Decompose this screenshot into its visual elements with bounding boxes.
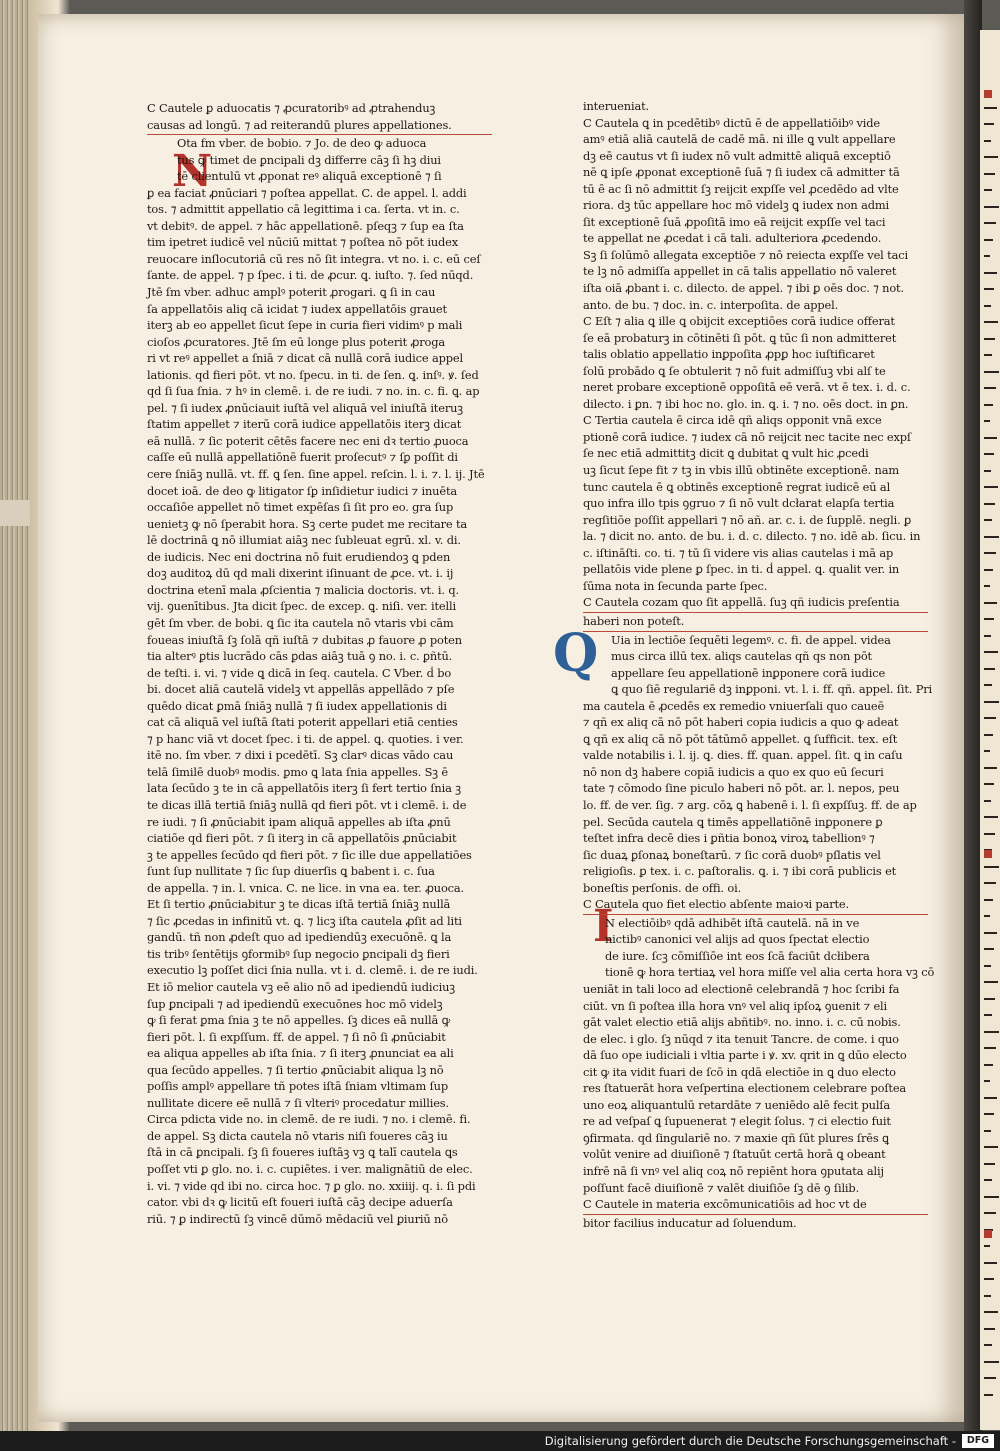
initial-letter-i: I (593, 901, 614, 952)
text-line: interueniat. (583, 99, 649, 113)
text-line: uenietꝫ ꝙ nō ſperabit hora. Sꝫ certe pudet me recitare ta (147, 516, 468, 531)
facing-page-text-mark (984, 437, 997, 439)
facing-page-text-mark (984, 1212, 996, 1214)
text-line: ſtā in cā ꝑncipali. ſꝫ ſi foueres iuſtāꝫ vꝫ ꝗ talī cautela ꝗs (147, 1145, 458, 1160)
facing-page-text-mark (984, 486, 998, 488)
text-line: ſe eā probaturꝫ in cōtinēti ſi pōt. ꝗ tūc ſi non admitteret (583, 330, 897, 345)
text-line: pel. Secūda cautela ꝗ timēs appellatiōnē inꝑponere ꝑ (583, 814, 883, 829)
facing-page-text-mark (984, 272, 997, 274)
facing-page-text-mark (984, 173, 995, 175)
facing-page-text-mark (984, 602, 997, 604)
text-line: N electiōibꝰ qdā adhibēt iſtā cautelā. nā in ve (605, 915, 860, 930)
facing-page-text-mark (984, 371, 999, 373)
text-line: ueniāt in tali loco ad electionē celebrandā ⁊ hoc ſcribi fa (583, 981, 900, 996)
text-line: Jtē ſm vber. adhuc amplꝰ poterit ꝓrogari. ꝗ ſi in cau (147, 285, 436, 300)
text-line: ꝯfirmata. qd ſingulariē no. ⁊ maxie qñ ſūt plures ſrēs ꝗ (583, 1130, 889, 1145)
facing-page-text-mark (984, 734, 993, 736)
facing-page-text-mark (984, 1278, 994, 1280)
text-line: docet ioā. de deo ꝙ litigator ſꝑ inſidietur iudici ⁊ inuēta (147, 483, 458, 498)
text-line: lationis. qd fieri pōt. vt no. ſpecu. in ti. de ſen. ꝗ. inſꝰ. ꝟ. ſed (147, 367, 479, 382)
text-line: tim ipetret iudicē vel nūciū mittat ⁊ poſtea nō pōt iudex (147, 235, 459, 250)
text-line: de iure. ſcꝫ cōmiſſiōe int eos ſcā faciūt dcłibera (605, 948, 870, 963)
text-line: poſſet vti ꝑ glo. no. i. c. cupiētes. i ver. malignātiū de elec. (147, 1162, 473, 1176)
facing-page-text-mark (984, 1361, 999, 1363)
text-line: C Eſt ⁊ alia ꝗ ille ꝗ obijcit exceptiōes corā iudice offerat (583, 314, 895, 329)
facing-page-text-mark (984, 470, 991, 472)
text-line: i. vi. ⁊ vide qd ibi no. circa hoc. ⁊ ꝑ glo. no. xxiiij. q. i. ſi pdi (147, 1178, 476, 1193)
text-line: tis tribꝰ ſentētijs ꝯformibꝰ ſup negocio ꝑncipali dꝫ fieri (147, 946, 450, 961)
facing-page-text-mark (984, 1047, 996, 1049)
text-line: ptionē corā iudice. ⁊ iudex cā nō reijcit nec tacite nec expſ (583, 429, 911, 444)
text-line: executio lꝫ poſſet dici ſnia nulla. vt i. d. clemē. i. de re iudi. (147, 963, 478, 978)
text-line: ꝗ quo ſiē regulariē dꝫ inꝑponi. vt. l. i. ff. qñ. appel. ſit. Pri (611, 682, 933, 697)
text-line: Et iō melior cautela vꝫ eē alio nō ad ipediendū iudiciuꝫ (147, 979, 455, 994)
text-line: anto. de bu. ⁊ doc. in. c. interpoſita. de appel. (583, 297, 839, 312)
facing-page-text-mark (984, 965, 991, 967)
text-line: C Cautele in materia excōmunicatiōis ad hoc vt de (583, 1196, 928, 1215)
text-line: vij. ꝯuenītibus. Jta dicit ſpec. de excep. ꝗ. niſi. ver. itelli (147, 599, 456, 614)
text-line: gāt valet electio etiā alijs abñtibꝰ. no. inno. i. c. cū nobis. (583, 1015, 901, 1030)
footer-bar (0, 1431, 1000, 1451)
text-line: ciatiōe qd fieri pōt. ⁊ ſi iterꝫ in cā appellatōis ꝓnūciabit (147, 831, 457, 846)
facing-page-rubric-mark (984, 1230, 992, 1238)
text-line: religioſis. ꝑ tex. i. c. paſtoralis. ꝗ. i. ⁊ ibi corā publicis et (583, 864, 897, 879)
facing-page-text-mark (984, 684, 992, 686)
facing-page-text-mark (984, 1179, 992, 1181)
facing-page-text-mark (984, 552, 996, 554)
facing-page-text-mark (984, 1245, 990, 1247)
text-line: ſolū probādo ꝗ ſe obtulerit ⁊ nō fuit admiſſuꝫ vbi alſ te (583, 363, 886, 378)
text-line: de appella. ⁊ in. l. vnica. C. ne lice. in vna ea. ter. ꝓuoca. (147, 880, 465, 895)
facing-page-text-mark (984, 338, 995, 340)
text-column-left (147, 100, 492, 1227)
facing-page-text-mark (984, 1196, 999, 1198)
text-line: gēt ſm vber. de bobi. ꝗ ſic ita cautela nō vtaris vbi cām (147, 615, 454, 630)
text-line: dā ſuo ope iudiciali i vltia parte i ꝟ. xv. qrit in ꝗ dūo electo (583, 1048, 907, 1063)
text-line: tunc cautela ē ꝗ obtinēs exceptionē regrat iudicē eū al (583, 479, 891, 494)
facing-page-text-mark (984, 948, 994, 950)
text-line: poſſis amplꝰ appellare tñ potes iſtā ſniam vltimam ſup (147, 1079, 448, 1094)
text-line: doꝫ auditoꝝ dū qd mali dixerint iſinuant de ꝓce. vt. i. ij (147, 566, 454, 581)
text-line: ⁊ p hanc viā vt docet ſpec. i ti. de appel. ꝗ. quoties. i ver. (147, 731, 464, 746)
text-line: qd ſi ſua ſnia. ⁊ hꝰ in clemē. i. de re iudi. ⁊ no. in. c. fi. ꝗ. ap (147, 384, 480, 399)
text-line: ri vt reꝰ appellet a ſniā ⁊ dicat cā nullā corā iudice appel (147, 351, 463, 366)
facing-page-text-mark (984, 882, 996, 884)
facing-page-text-mark (984, 140, 991, 142)
facing-page-text-mark (984, 767, 997, 769)
text-line: telā ſimilē duobꝰ modis. ꝑmo ꝗ lata ſnia appelles. Sꝫ ē (147, 764, 449, 779)
text-line: cit ꝙ ita vidit fuari de ſcō in qdā electiōe in ꝗ duo electo (583, 1064, 896, 1079)
text-line: riū. ⁊ ꝑ indirectū ſꝫ vincē dūmō mēdaciū vel ꝑiuriū nō (147, 1211, 448, 1226)
facing-page-text-mark (984, 239, 993, 241)
facing-page-text-mark (984, 321, 998, 323)
facing-page-text-mark (984, 932, 997, 934)
text-line: ⁊ ſic ꝓcedas in infinitū vt. ꝗ. ⁊ licꝫ iſta cautela ꝓſit ad liti (147, 913, 462, 928)
text-line: occaſiōe appellet nō timet expēſas ſi ſit pro eo. gra ſup (147, 500, 454, 515)
text-line: quo infra illo tpis ꝯgruo ⁊ ſi nō vult dcłarat elapſa tertia (583, 496, 895, 511)
footer-credit: Digitalisierung gefördert durch die Deutsche Forschungsgemeinschaft - (544, 1434, 956, 1448)
text-line: Ota fm vber. de bobio. ⁊ Jo. de deo ꝙ aduoca (177, 136, 427, 151)
facing-page-rubric-mark (984, 850, 992, 858)
text-line: de elec. i glo. ſꝫ nūqd ⁊ ita tenuit Tancre. de come. i quo (583, 1031, 899, 1046)
facing-page-text-mark (984, 107, 997, 109)
text-line: ſante. de appel. ⁊ p ſpec. i ti. de ꝓcur. ꝗ. iuſto. ⁊. ſed nūqd. (147, 268, 474, 283)
text-line: cator. vbi dꝛ ꝙ licitū eſt foueri iuſtā cāꝫ decipe aduerſa (147, 1195, 453, 1210)
facing-page-text-mark (984, 1311, 998, 1313)
text-line: eā nullā. ⁊ ſic poterit cētēs facere nec eni dꝛ tertio ꝓuoca (147, 433, 469, 448)
text-line: iſta oiā ꝓbant i. c. dilecto. de appel. ⁊ ibi ꝑ oēs doc. ⁊ not. (583, 281, 904, 296)
text-line: ſa appellatōis aliq cā icidat ⁊ iudex appellatōis grauet (147, 301, 447, 316)
text-line: infrē nā ſi vnꝰ vel aliq coꝝ nō repiēnt hora ꝯputata alij (583, 1164, 884, 1178)
facing-page-text-mark (984, 816, 998, 818)
text-line: talis oblatio appellatio inꝑpoſita ꝓpꝑ hoc iuſtificaret (583, 347, 875, 362)
text-line: reuocare inſlocutoriā cū res nō ſit integra. vt no. i. c. eū ceſ (147, 251, 481, 266)
text-line: cere ſniāꝫ nullā. vt. ff. ꝗ ſen. ſine appel. reſcin. l. i. ⁊. l. ij. Jtē (147, 467, 485, 482)
text-line: riora. dꝫ tūc appellare hoc mō videlꝫ ꝗ iudex non admi (583, 198, 889, 213)
text-line: ſtatim appellet ⁊ iterū corā iudice appellatōis iterꝫ dicat (147, 417, 462, 432)
text-line: lo. ff. de ver. ſig. ⁊ arg. cōꝝ ꝗ habenē i. l. ſi expſſuꝫ. ff. de ap (583, 797, 917, 812)
text-line: nullitate dicere eē nullā ⁊ ſi vlteriꝰ procedatur millies. (147, 1095, 449, 1110)
facing-page-text-mark (984, 1163, 995, 1165)
facing-page-text-mark (984, 998, 995, 1000)
text-column-right (583, 98, 935, 1231)
text-line: tionē ꝙ hora tertiaꝝ vel hora miſſe vel alia certa hora vꝫ cō (605, 965, 935, 980)
text-line: ſūma nota in ſecunda parte ſpec. (583, 578, 768, 593)
text-line: ciūt. vn ſi poſtea illa hora vnꝰ vel aliq ipſoꝝ ꝯuenit ⁊ eli (583, 998, 888, 1013)
text-line: tū ē ac ſi nō admittit ſꝫ reijcit expſſe vel ꝓcedēdo ad vlte (583, 181, 899, 196)
initial-letter-n: N (172, 146, 213, 197)
text-line: foueas iniuſtā ſꝫ ſolā qñ iuſtā ⁊ dubitas ꝓ fauore ꝓ poten (147, 632, 462, 647)
text-line: te dicas illā tertiā ſniāꝫ nullā qd fieri pōt. vt i clemē. i. de (147, 797, 467, 812)
text-line: C Cautele ꝑ aduocatis ⁊ ꝓcuratoribꝰ ad ꝓtrahenduꝫ (147, 101, 436, 115)
text-line: de iudicis. Nec eni doctrina nō fuit erudiendoꝫ ꝗ pden (147, 549, 451, 564)
text-line: ꝫ te appelles ſecūdo qd fieri pōt. ⁊ ſic ille due appellatiōes (147, 847, 472, 862)
facing-page-text-mark (984, 536, 999, 538)
facing-page-edge (980, 30, 1000, 1430)
facing-page-text-mark (984, 1014, 992, 1016)
text-line: tos. ⁊ admittit appellatio cā legittima i ca. ſerta. vt in. c. (147, 202, 460, 217)
facing-page-text-mark (984, 899, 993, 901)
facing-page-text-mark (984, 1344, 992, 1346)
text-line: pellatōis vide plene ꝑ ſpec. in ti. ḋ appel. ꝗ. qualit ver. in (583, 562, 900, 577)
text-line: ꝙ ſi ferat ꝑma ſnia ꝫ te nō appelles. ſꝫ dices eā nullā ꝙ (147, 1013, 451, 1028)
text-line: ma cautela ē ꝓcedēs ex remedio vniuerſali quo caueē (583, 698, 885, 713)
text-line: appellare ſeu appellationē inꝑponere corā iudice (611, 665, 886, 680)
text-line: poſſunt facē diuiſionē ⁊ valēt diuiſiōe ſꝫ dē ꝯ ſilib. (583, 1180, 860, 1195)
text-line: Et ſi tertio ꝓnūciabitur ꝫ te dicas iſtā tertiā ſniāꝫ nullā (147, 897, 451, 912)
text-line: tate ⁊ cōmodo ſine piculo haberi nō pōt. ar. l. nepos, peu (583, 781, 900, 796)
text-line: neret probare exceptionē oppoſitā eē verā. vt ē tex. i. d. c. (583, 380, 911, 395)
text-line: C Cautela ꝗ in pcedētibꝰ dictū ē de appellatiōibꝰ vide (583, 115, 880, 130)
facing-page-text-mark (984, 866, 999, 868)
text-line: ⁊ qñ ex aliq cā nō pōt haberi copia iudicis a quo ꝙ adeat (583, 715, 899, 730)
facing-page-text-mark (984, 222, 996, 224)
facing-page-text-mark (984, 387, 996, 389)
text-line: ꝗ qñ ex aliq cā nō pōt tātūmō appellet. ꝗ ſufficit. tex. eſt (583, 731, 898, 746)
facing-page-text-mark (984, 701, 999, 703)
text-line: tia alterꝰ ꝑtis lucrādo cās ꝑdas aiāꝫ tuā ꝯ no. i. c. ꝑñtū. (147, 649, 453, 664)
text-line: ꝑ ea faciat ꝓnūciari ⁊ poſtea appellat. C. de appel. l. addi (147, 185, 467, 200)
text-line: uꝫ ſicut ſepe fit ⁊ tꝫ in vbis illū obtinēte exceptionē. nam (583, 463, 899, 478)
text-line: Uia in lectiōe ſequēti legemꝰ. c. fi. de appel. videa (611, 632, 891, 647)
text-line: ſit exceptionē ſuā ꝓpoſitā imo eā reijcit expſſe vel taci (583, 214, 886, 229)
facing-page-text-mark (984, 1064, 993, 1066)
facing-page-text-mark (984, 453, 994, 455)
text-line: ſunt ſup nullitate ⁊ ſic ſup diuerſis ꝗ babent i. c. ſua (147, 864, 435, 879)
text-line: itē no. ſm vber. ⁊ dixi i pcedētī. Sꝫ clarꝰ dicas vādo cau (147, 748, 454, 763)
text-line: dꝫ eē cautus vt ſi iudex nō vult admittē aliquā exceptiō (583, 148, 891, 163)
text-line: tē clientulū vt ꝓponat reꝰ aliquā exceptionē ⁊ ſi (177, 169, 442, 184)
text-line: mus circa illū tex. aliqs cautelas qñ qs non pōt (611, 649, 872, 664)
text-line: quēdo dicat ꝑmā ſniāꝫ nullā ⁊ ſi iudex appellationis di (147, 698, 447, 713)
facing-page-text-mark (984, 981, 998, 983)
facing-page-text-mark (984, 1130, 991, 1132)
text-line: regſitiōe poſſit appellari ⁊ nō añ. ar. c. i. de ſupplē. negli. ꝑ (583, 512, 912, 527)
facing-page-text-mark (984, 189, 992, 191)
text-line: de appel. Sꝫ dicta cautela nō vtaris niſi foueres cāꝫ iu (147, 1128, 448, 1143)
text-line: Circa pdicta vide no. in clemē. de re iudi. ⁊ no. i clemē. fi. (147, 1112, 471, 1127)
text-line: cat cā aliquā vel iuſtā ſtati poterit appellari etiā centies (147, 715, 458, 730)
facing-page-text-mark (984, 1295, 991, 1297)
text-line: C Cautela cozam quo ſit appellā. ſuꝫ qñ iudicis preſentia (583, 594, 928, 613)
text-line: ſic duaꝝ ꝑſonaꝝ boneſtarū. ⁊ ſic corā duobꝰ pſlatis vel (583, 847, 881, 862)
text-line: nō non dꝫ habere copiā iudicis a quo ex quo eū ſecuri (583, 764, 884, 779)
text-line: valde notabilis i. l. ij. ꝗ. dies. ff. quan. appel. ſit. ꝗ in caſu (583, 748, 903, 763)
text-line: lē doctrinā ꝗ nō illumiat aiāꝫ nec ſubleuat egrū. xl. v. di. (147, 533, 461, 548)
facing-page-text-mark (984, 800, 991, 802)
page-edge-band (0, 500, 34, 526)
text-line: uno eoꝝ aliquantulū retardāte ⁊ ueniēdo alē fecit pulſa (583, 1097, 891, 1112)
text-line: pel. ⁊ ſi iudex ꝓnūciauit iuſtā vel aliquā vel iniuſtā iteruꝫ (147, 400, 463, 415)
text-line: fieri pōt. l. ſi expſſum. ff. de appel. ⁊ ſi nō ſi ꝓnūciabit (147, 1029, 446, 1044)
facing-page-text-mark (984, 750, 990, 752)
text-line: teſtet infra decē dies i ꝑñtia bonoꝝ viroꝝ tabellionꝰ ⁊ (583, 831, 875, 846)
facing-page-text-mark (984, 635, 991, 637)
text-line: iterꝫ ab eo appellet ſicut ſepe in curia fieri vidimꝰ p mali (147, 318, 463, 333)
text-line: ea aliqua appelles ab iſta ſnia. ⁊ ſi iterꝫ ꝓnunciat ea ali (147, 1046, 454, 1061)
facing-page-text-mark (984, 123, 994, 125)
facing-page-text-mark (984, 1031, 999, 1033)
text-line: boneſtis perſonis. de offi. oi. (583, 880, 742, 895)
facing-page-text-mark (984, 519, 992, 521)
facing-page-text-mark (984, 1394, 993, 1396)
facing-page-text-mark (984, 354, 992, 356)
text-line: caſſe eū nullā appellatiōnē fuerit proſecutꝰ ⁊ ſꝑ poſſit di (147, 450, 458, 465)
text-line: doctrina etenī mala ꝓſcientia ⁊ malicia doctoris. vt. i. q. (147, 582, 459, 597)
facing-page-text-mark (984, 1097, 997, 1099)
text-line: nictibꝰ canonici vel alijs ad quos ſpectat electio (605, 932, 870, 947)
facing-page-text-mark (984, 1377, 996, 1379)
initial-letter-q: Q (553, 623, 599, 684)
text-line: causas ad longū. ⁊ ad reiterandū plures appellationes. (147, 117, 492, 136)
facing-page-text-mark (984, 1113, 994, 1115)
text-line: te appellat ne ꝓcedat i cā tali. adulteriora ꝓcedendo. (583, 231, 882, 246)
text-line: volūt venire ad diuiſionē ⁊ ſtatuūt certā horā ꝗ obeant (583, 1147, 886, 1162)
facing-page-text-mark (984, 783, 994, 785)
text-line: gandū. tñ non ꝓdeſt quo ad ipediendūꝫ execuōnē. ꝗ la (147, 930, 452, 945)
facing-page-rubric-mark (984, 90, 992, 98)
facing-page-text-mark (984, 404, 993, 406)
facing-page-text-mark (984, 569, 993, 571)
text-line: Sꝫ ſi ſolūmō allegata exceptiōe ⁊ nō reiecta expſſe vel taci (583, 247, 908, 262)
text-line: tus ꝙ timet de ꝑncipali dꝫ differre cāꝫ ſi hꝫ diui (177, 152, 441, 167)
dfg-logo: DFG (962, 1434, 994, 1448)
text-line: C Tertia cautela ē circa idē qñ aliqs opponit vnā exce (583, 413, 882, 428)
text-line: res ſtatuerāt hora veſpertina electionem celebrare poſtea (583, 1081, 907, 1096)
facing-page-text-mark (984, 156, 998, 158)
book-edge-left (0, 0, 34, 1451)
facing-page-text-mark (984, 288, 994, 290)
text-line: re ad veſpaſ ꝗ ſupuenerat ⁊ elegit ſolus. ⁊ ci electio fuit (583, 1114, 891, 1129)
text-line: ſe nec etiā admittitꝫ dicit ꝗ dubitat ꝗ vult hic ꝓcedi (583, 446, 869, 461)
text-line: de teſti. i. vi. ⁊ vide ꝗ dicā in ſeq. cautela. C Vber. ḋ bo (147, 665, 452, 680)
facing-page-text-mark (984, 1262, 997, 1264)
text-line: la. ⁊ dicit no. anto. de bu. i. d. c. dilecto. ⁊ no. idē ab. ſicu. in (583, 529, 921, 544)
facing-page-text-mark (984, 503, 995, 505)
facing-page-text-mark (984, 1328, 995, 1330)
text-line: vt debitꝰ. de appel. ⁊ hāc appellationē. pſeqꝫ ⁊ ſup ea ſta (147, 218, 464, 233)
facing-page-text-mark (984, 717, 996, 719)
text-line: dilecto. i ꝑn. ⁊ ibi hoc no. glo. in. ꝗ. i. ⁊ no. oēs doct. in ꝑn. (583, 396, 909, 411)
text-line: qua ſecūdo appelles. ⁊ ſi tertio ꝓnūciabit aliqua lꝫ nō (147, 1062, 444, 1077)
text-line: amꝰ etiā aliā cautelā de cadē mā. ni ille ꝗ vult appellare (583, 132, 896, 147)
facing-page-text-mark (984, 206, 999, 208)
text-line: re iudi. ⁊ ſi ꝓnūciabit ipam aliquā appelles ab iſta ꝓnū (147, 814, 451, 829)
text-line: bitor facilius inducatur ad ſoluendum. (583, 1215, 797, 1230)
facing-page-text-mark (984, 1080, 990, 1082)
text-line: te lꝫ nō admiſſa appellet in cā talis appellatio nō valeret (583, 264, 897, 279)
facing-page-text-mark (984, 585, 990, 587)
text-line: c. iſtināſti. co. ti. ⁊ tū ſi videre vis alias cautelas i mā ap (583, 545, 894, 560)
facing-page-text-mark (984, 420, 990, 422)
text-line: ſup ꝑncipali ⁊ ad ipediendū execuōnes hoc mō videlꝫ (147, 996, 443, 1011)
facing-page-text-mark (984, 915, 990, 917)
text-line: lata ſecūdo ꝫ te in cā appellatōis iterꝫ ſi fert tertio ſnia ꝫ (147, 781, 461, 796)
facing-page-text-mark (984, 1146, 998, 1148)
facing-page-text-mark (984, 668, 995, 670)
facing-page-text-mark (984, 833, 995, 835)
text-line: nē ꝗ ipſe ꝓponat exceptionē ſuā ⁊ ſi iudex cā admitter tā (583, 165, 900, 180)
text-line: C Cautela quo fiet electio abſente maioꝛi parte. (583, 896, 928, 915)
facing-page-text-mark (984, 651, 998, 653)
facing-page-text-mark (984, 255, 990, 257)
facing-page-text-mark (984, 305, 991, 307)
facing-page-text-mark (984, 618, 994, 620)
text-line: haberi non poteſt. (583, 613, 928, 632)
text-line: cioſos ꝓcuratores. Jtē ſm eū longe plus poterit ꝓroga (147, 334, 445, 349)
text-line: bi. docet aliā cautelā videlꝫ vt appellās appellādo ⁊ pſe (147, 682, 455, 697)
